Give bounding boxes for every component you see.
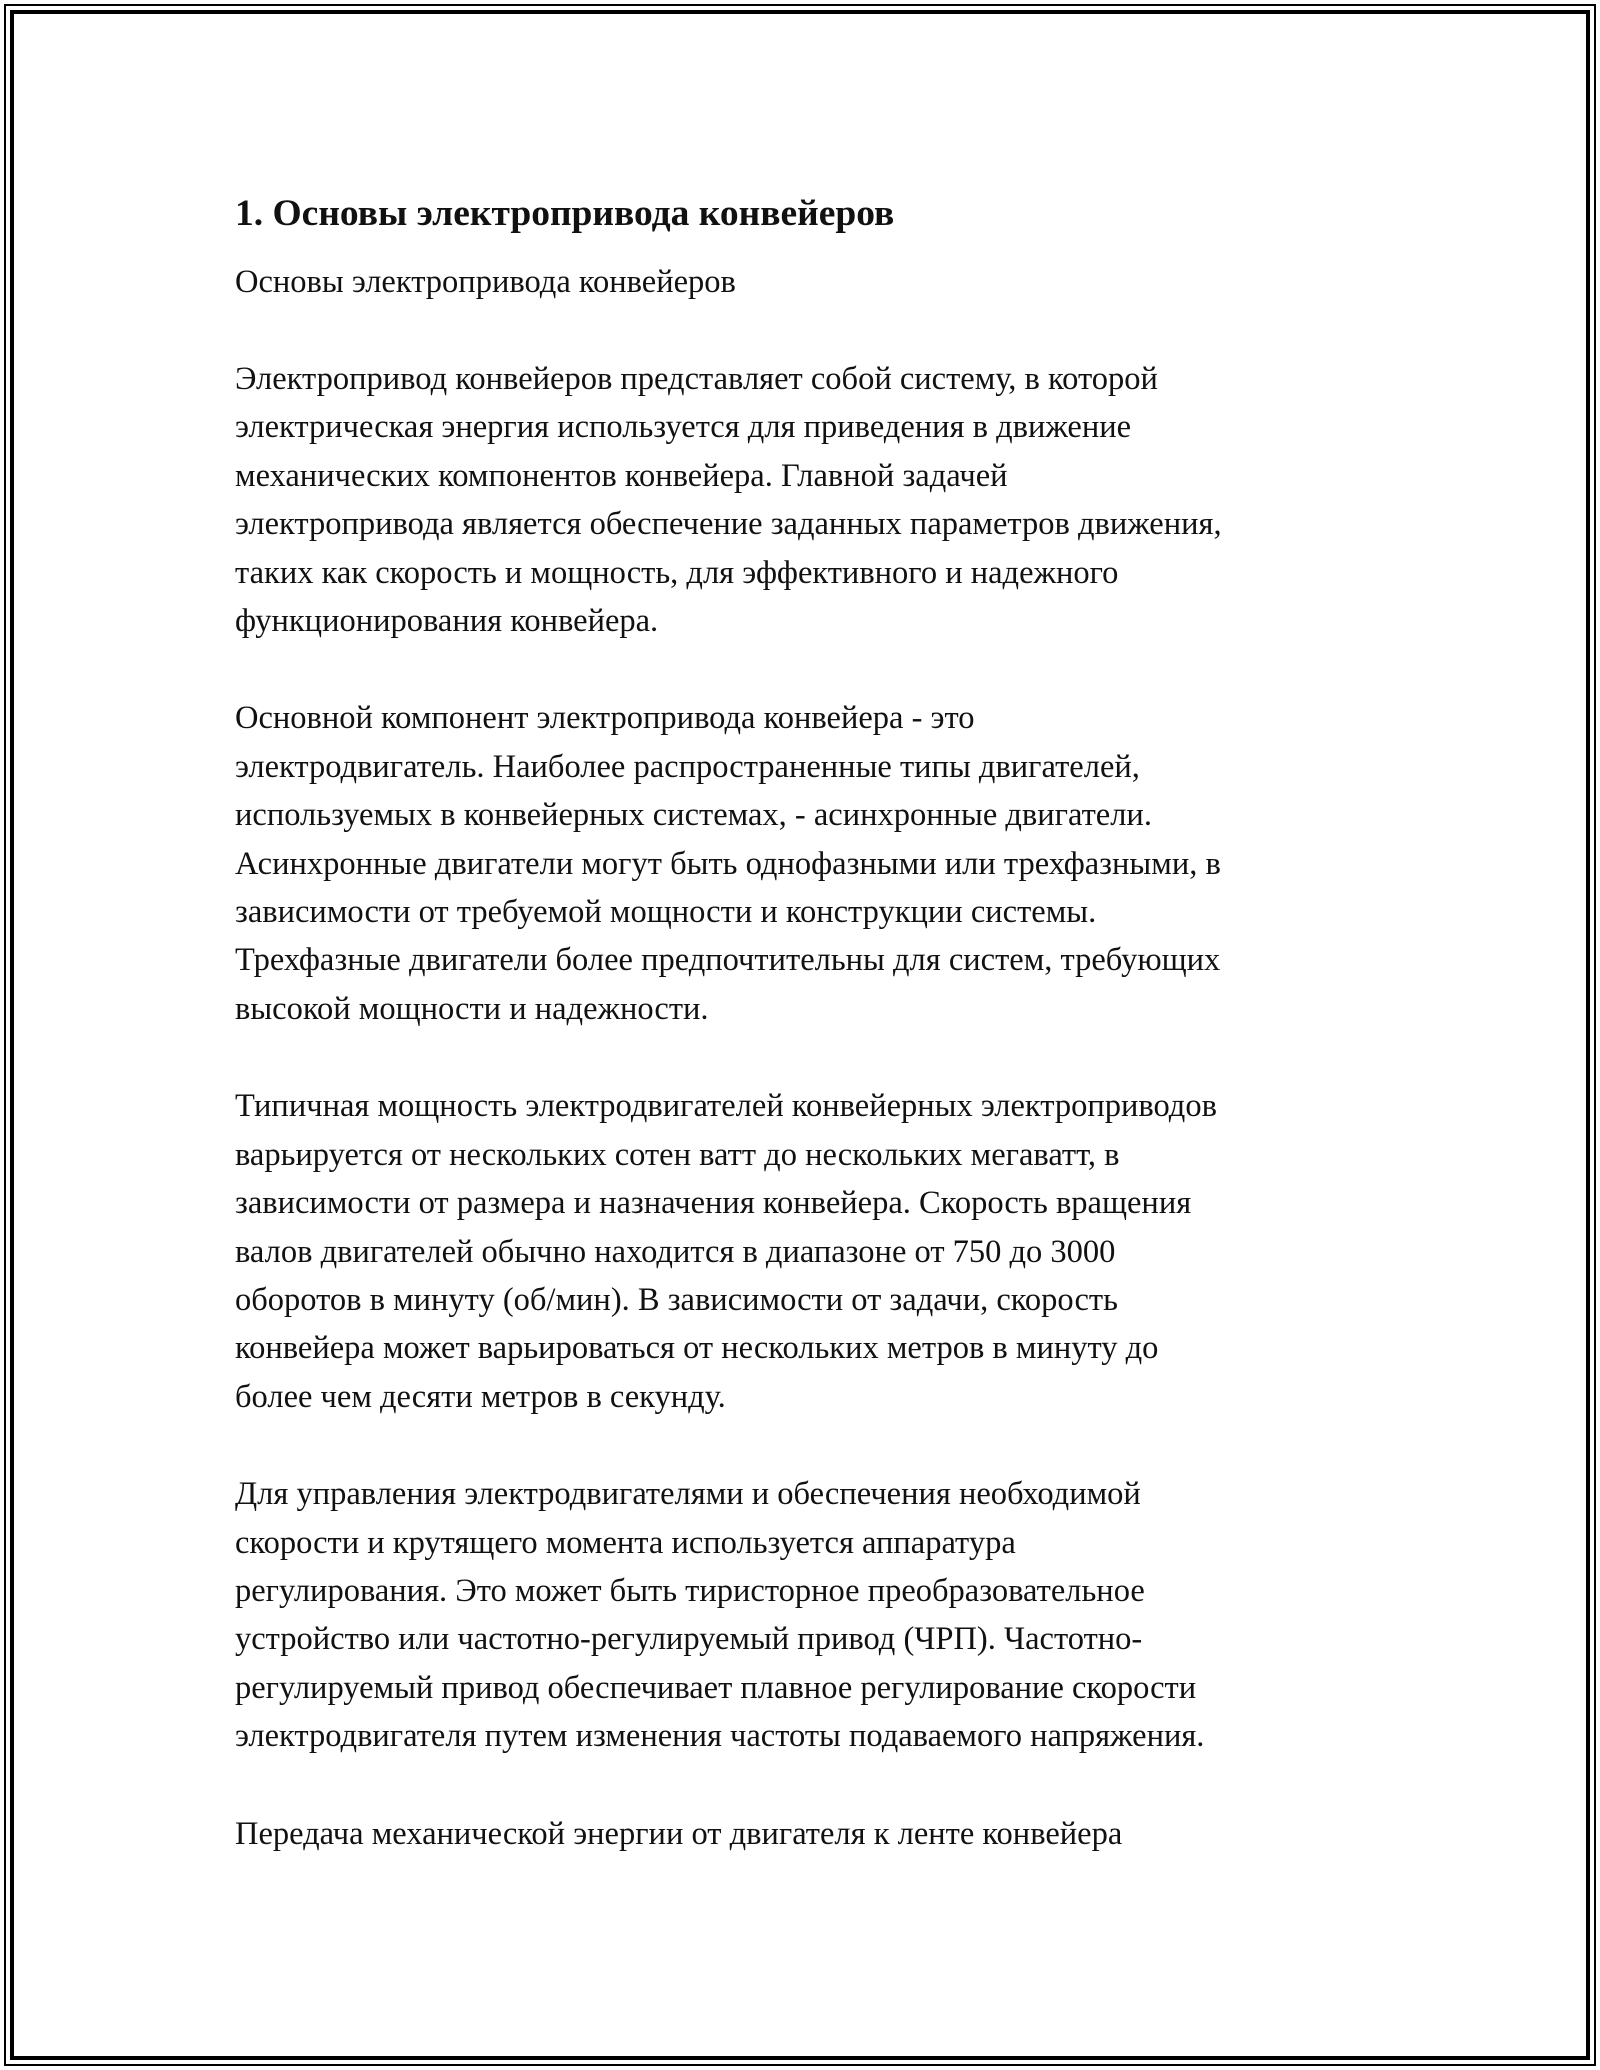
paragraph-line: зависимости от размера и назначения конвейера. Скорость вращения — [235, 1185, 1192, 1222]
section-heading: 1. Основы электропривода конвейеров — [235, 193, 895, 234]
section-subtitle: Основы электропривода конвейеров — [235, 264, 736, 300]
paragraph-line: Основной компонент электропривода конвейера - это — [235, 700, 975, 737]
body-paragraph — [235, 355, 1385, 645]
paragraph-line: высокой мощности и надежности. — [235, 990, 709, 1027]
paragraph-line: конвейера может варьироваться от нескольких метров в минуту до — [235, 1330, 1159, 1367]
paragraph-line: Для управления электродвигателями и обеспечения необходимой — [235, 1476, 1141, 1513]
paragraph-line: Передача механической энергии от двигателя к ленте конвейера — [235, 1815, 1123, 1852]
paragraph-line: электрическая энергия используется для приведения в движение — [235, 409, 1132, 446]
paragraph-line: регулирования. Это может быть тиристорное преобразовательное — [235, 1572, 1145, 1609]
paragraph-line: механических компонентов конвейера. Главной задачей — [235, 457, 1008, 494]
body-paragraph — [235, 1470, 1385, 1760]
paragraph-line: устройство или частотно-регулируемый привод (ЧРП). Частотно- — [235, 1621, 1143, 1658]
paragraph-line: функционирования конвейера. — [235, 603, 659, 640]
body-paragraph — [235, 1810, 1385, 1858]
body-paragraph — [235, 1082, 1385, 1421]
paragraph-line: электродвигателя путем изменения частоты подаваемого напряжения. — [235, 1718, 1205, 1755]
paragraph-line: регулируемый привод обеспечивает плавное регулирование скорости — [235, 1669, 1197, 1706]
paragraph-line: Электропривод конвейеров представляет собой систему, в которой — [235, 361, 1158, 397]
paragraph-line: Асинхронные двигатели могут быть однофазными или трехфазными, в — [235, 845, 1221, 882]
paragraph-line: Трехфазные двигатели более предпочтительны для систем, требующих — [235, 942, 1221, 979]
paragraph-line: электродвигатель. Наиболее распространенные типы двигателей, — [235, 748, 1140, 785]
paragraph-line: оборотов в минуту (об/мин). В зависимости от задачи, скорость — [235, 1281, 1118, 1318]
document-page — [235, 190, 1385, 1858]
paragraph-line: электропривода является обеспечение заданных параметров движения, — [235, 506, 1222, 543]
paragraph-line: используемых в конвейерных системах, - асинхронные двигатели. — [235, 797, 1152, 834]
paragraph-line: таких как скорость и мощность, для эффективного и надежного — [235, 554, 1119, 591]
paragraph-line: более чем десяти метров в секунду. — [235, 1378, 726, 1415]
paragraph-list — [235, 355, 1385, 1858]
body-paragraph — [235, 694, 1385, 1033]
paragraph-line: Типичная мощность электродвигателей конвейерных электроприводов — [235, 1088, 1217, 1125]
paragraph-line: зависимости от требуемой мощности и конструкции системы. — [235, 894, 1097, 931]
paragraph-line: варьируется от нескольких сотен ватт до нескольких мегаватт, в — [235, 1136, 1120, 1173]
paragraph-line: скорости и крутящего момента используется аппаратура — [235, 1524, 1016, 1561]
paragraph-line: валов двигателей обычно находится в диапазоне от 750 до 3000 — [235, 1233, 1116, 1270]
